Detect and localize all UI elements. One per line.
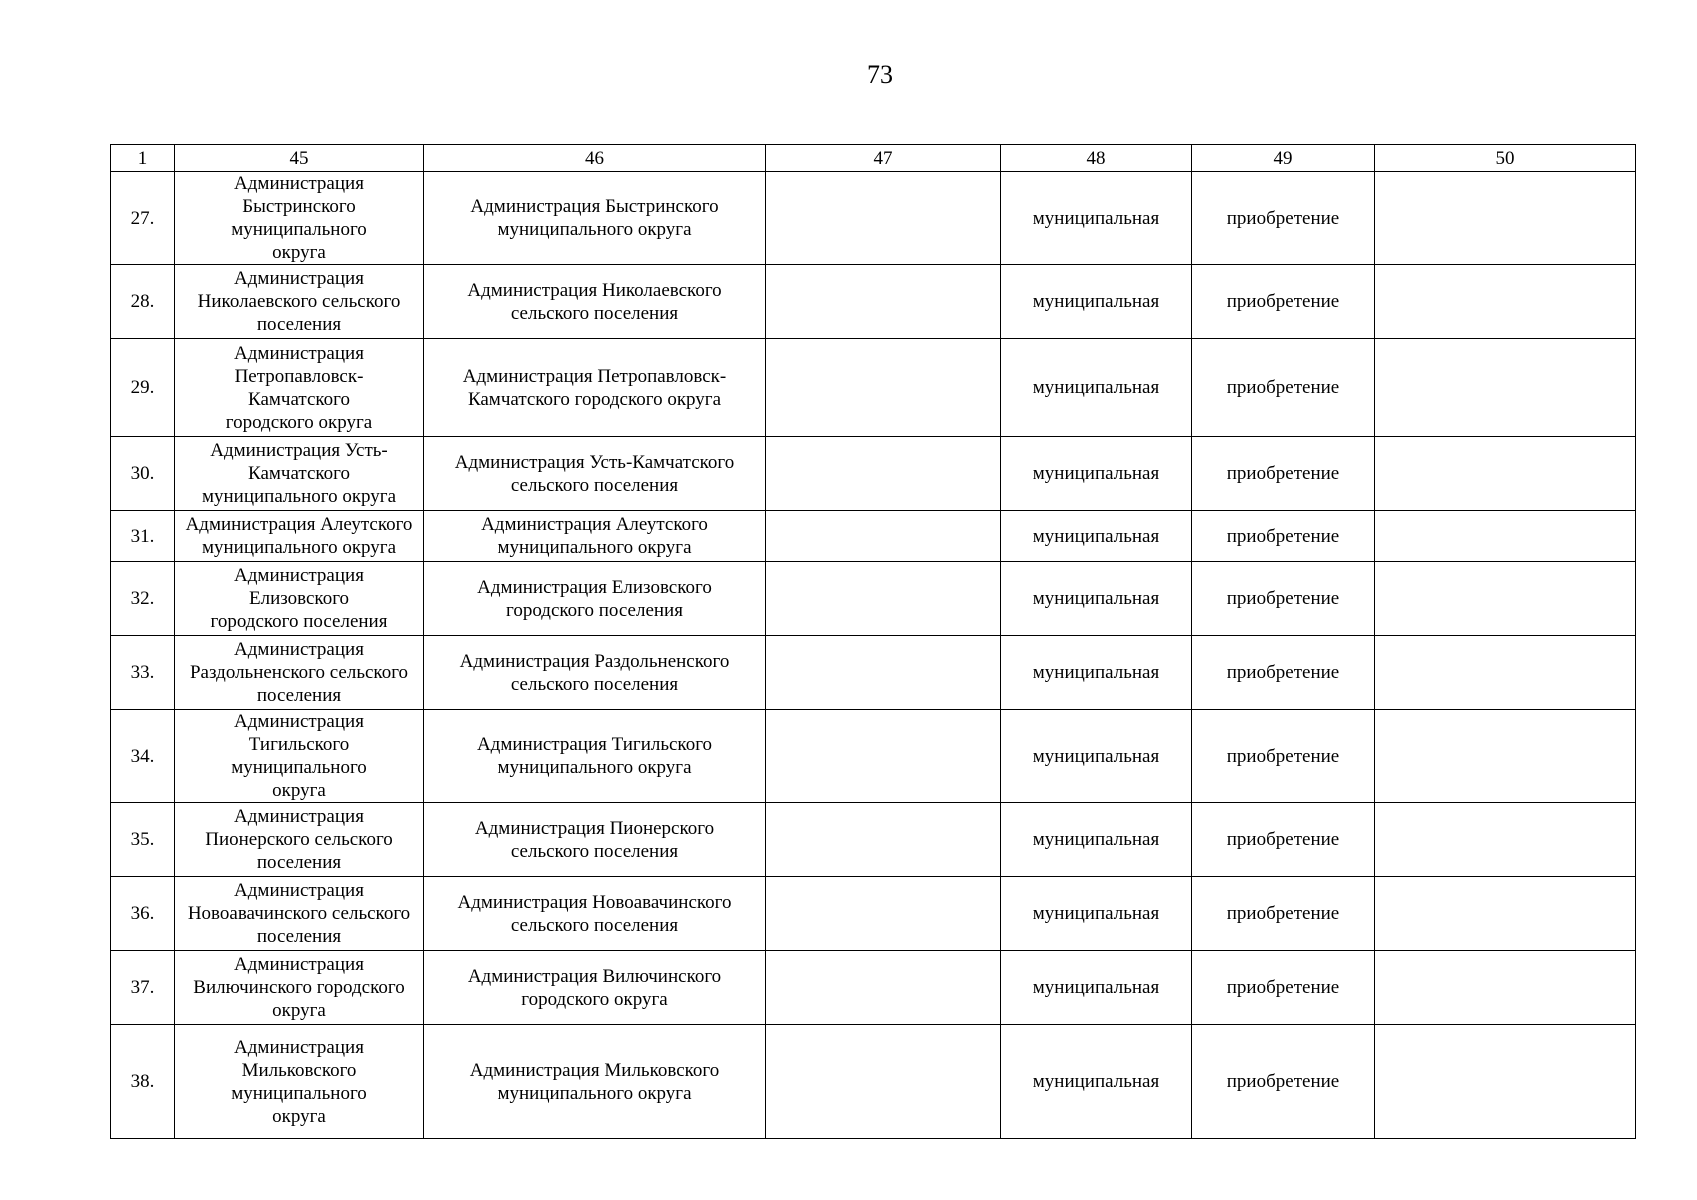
cell-47: [766, 803, 1001, 877]
cell-50: [1375, 710, 1636, 803]
cell-47: [766, 511, 1001, 562]
cell-47: [766, 265, 1001, 339]
table-row: [111, 803, 1636, 877]
cell-46: [424, 1025, 766, 1139]
header-cell: 47: [766, 145, 1001, 172]
cell-46: [424, 562, 766, 636]
cell-47: [766, 1025, 1001, 1139]
cell-47: [766, 339, 1001, 437]
cell-45: [175, 710, 424, 803]
cell-50: [1375, 265, 1636, 339]
cell-50: [1375, 951, 1636, 1025]
cell-45: Администрация Николаевского сельского поселения: [175, 265, 424, 339]
cell-47: [766, 951, 1001, 1025]
cell-46-text: Администрация Пионерского сельского поселения: [474, 817, 715, 862]
cell-49: приобретение: [1192, 710, 1375, 803]
table-row: [111, 710, 1636, 803]
table-row: [111, 562, 1636, 636]
cell-50: [1375, 339, 1636, 437]
row-number: 31.: [111, 511, 175, 562]
cell-45-text: Администрация Пионерского сельского поселения: [205, 806, 393, 873]
row-number: 36.: [111, 877, 175, 951]
row-number: 34.: [111, 710, 175, 803]
row-number: 35.: [111, 803, 175, 877]
cell-45: [175, 172, 424, 265]
table-row: [111, 265, 1636, 339]
cell-50: [1375, 636, 1636, 710]
cell-46-text: Администрация Елизовского городского поселения: [477, 576, 712, 621]
cell-50: [1375, 803, 1636, 877]
row-number: 37.: [111, 951, 175, 1025]
header-cell: 1: [111, 145, 175, 172]
cell-46-text: Администрация Мильковского муниципального округа: [469, 1059, 720, 1104]
cell-46: Администрация Быстринского муниципального округа: [424, 172, 766, 265]
document-table: [110, 144, 1636, 1139]
cell-49: приобретение: [1192, 636, 1375, 710]
cell-49: приобретение: [1192, 265, 1375, 339]
cell-45-text: Администрация Быстринского муниципального округа: [231, 173, 367, 263]
cell-46-text: Администрация Вилючинского городского округа: [467, 965, 722, 1010]
cell-48: муниципальная: [1001, 1025, 1192, 1139]
cell-45-text: Администрация Вилючинского городского округа: [193, 954, 405, 1021]
cell-47: [766, 636, 1001, 710]
cell-48: муниципальная: [1001, 265, 1192, 339]
row-number: 29.: [111, 339, 175, 437]
cell-48: муниципальная: [1001, 636, 1192, 710]
cell-45: [175, 437, 424, 511]
cell-46: [424, 511, 766, 562]
cell-45-text: Администрация Мильковского муниципального округа: [231, 1036, 367, 1127]
cell-46: Администрация Раздольненского сельского поселения: [424, 636, 766, 710]
header-cell: 49: [1192, 145, 1375, 172]
cell-49: приобретение: [1192, 172, 1375, 265]
cell-49: приобретение: [1192, 803, 1375, 877]
cell-45: [175, 339, 424, 437]
table-row: [111, 339, 1636, 437]
cell-49: приобретение: [1192, 511, 1375, 562]
cell-48: муниципальная: [1001, 511, 1192, 562]
cell-49: приобретение: [1192, 877, 1375, 951]
header-cell: 45: [175, 145, 424, 172]
cell-45: [175, 562, 424, 636]
table-row: [111, 511, 1636, 562]
cell-49: приобретение: [1192, 437, 1375, 511]
cell-47: [766, 172, 1001, 265]
cell-45: Администрация Раздольненского сельского поселения: [175, 636, 424, 710]
cell-45: Администрация Алеутского муниципального округа: [175, 511, 424, 562]
row-number: 38.: [111, 1025, 175, 1139]
cell-50: [1375, 437, 1636, 511]
cell-46: [424, 710, 766, 803]
table-row: [111, 172, 1636, 265]
row-number: 33.: [111, 636, 175, 710]
row-number: 27.: [111, 172, 175, 265]
table-row: [111, 1025, 1636, 1139]
cell-46-text: Администрация Тигильского муниципального округа: [476, 734, 713, 778]
cell-45-text: Администрация Усть-Камчатского муниципального округа: [201, 440, 397, 507]
cell-48: муниципальная: [1001, 951, 1192, 1025]
cell-49: приобретение: [1192, 951, 1375, 1025]
cell-47: [766, 710, 1001, 803]
cell-45: [175, 951, 424, 1025]
row-number: 32.: [111, 562, 175, 636]
cell-47: [766, 877, 1001, 951]
cell-49: приобретение: [1192, 1025, 1375, 1139]
table-row: [111, 437, 1636, 511]
cell-48: муниципальная: [1001, 437, 1192, 511]
cell-46: Администрация Новоавачинского сельского поселения: [424, 877, 766, 951]
cell-46: [424, 951, 766, 1025]
cell-46: [424, 803, 766, 877]
cell-47: [766, 437, 1001, 511]
table-row: [111, 636, 1636, 710]
cell-48: муниципальная: [1001, 562, 1192, 636]
cell-49: приобретение: [1192, 562, 1375, 636]
cell-46: [424, 265, 766, 339]
cell-50: [1375, 1025, 1636, 1139]
header-row: [111, 145, 1636, 172]
header-cell: 46: [424, 145, 766, 172]
cell-48: муниципальная: [1001, 710, 1192, 803]
header-cell: 48: [1001, 145, 1192, 172]
table-row: [111, 951, 1636, 1025]
cell-50: [1375, 172, 1636, 265]
table-row: [111, 877, 1636, 951]
cell-45: Администрация Новоавачинского сельского поселения: [175, 877, 424, 951]
row-number: 28.: [111, 265, 175, 339]
cell-47: [766, 562, 1001, 636]
cell-50: [1375, 877, 1636, 951]
cell-45: [175, 1025, 424, 1139]
cell-45: [175, 803, 424, 877]
cell-49: приобретение: [1192, 339, 1375, 437]
header-cell: 50: [1375, 145, 1636, 172]
cell-50: [1375, 562, 1636, 636]
row-number: 30.: [111, 437, 175, 511]
cell-46-text: Администрация Николаевского сельского поселения: [467, 279, 722, 324]
cell-45-text: Администрация Елизовского городского поселения: [210, 565, 388, 632]
cell-48: муниципальная: [1001, 339, 1192, 437]
cell-48: муниципальная: [1001, 172, 1192, 265]
cell-46-text: Администрация Алеутского муниципального округа: [481, 514, 708, 558]
cell-46: Администрация Петропавловск-Камчатского городского округа: [424, 339, 766, 437]
cell-45-text: Администрация Петропавловск-Камчатского городского округа: [225, 342, 373, 433]
cell-48: муниципальная: [1001, 803, 1192, 877]
cell-48: муниципальная: [1001, 877, 1192, 951]
cell-50: [1375, 511, 1636, 562]
cell-45-text: Администрация Тигильского муниципального округа: [231, 711, 367, 801]
page-number: 73: [867, 60, 893, 89]
cell-46: Администрация Усть-Камчатского сельского поселения: [424, 437, 766, 511]
